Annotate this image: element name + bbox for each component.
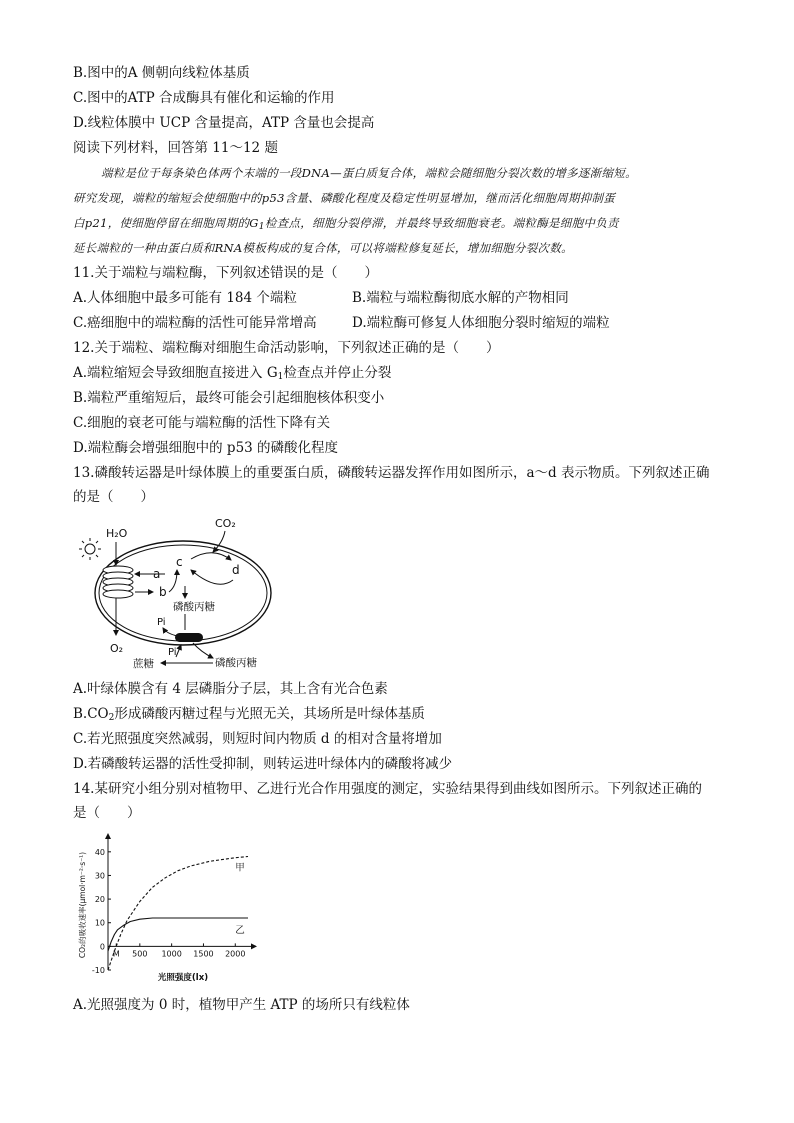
q13-option-a: A.叶绿体膜含有 4 层磷脂分子层，其上含有光合色素: [73, 681, 388, 697]
q14-stem-line-2: 是（ ）: [73, 805, 141, 821]
x-tick-label: 2000: [225, 949, 246, 959]
q11-option-c: C.癌细胞中的端粒酶的活性可能异常增高: [73, 315, 317, 331]
pi-outer-label: Pi: [168, 647, 177, 658]
q11-option-a: A.人体细胞中最多可能有 184 个端粒: [73, 290, 297, 306]
q10-option-c: C.图中的ATP 合成酶具有催化和运输的作用: [73, 90, 335, 106]
y-axis-label: CO₂的吸收速率(μmol·m⁻²·s⁻¹): [78, 851, 87, 959]
chloroplast-diagram: [73, 512, 273, 674]
x-tick-label: 500: [132, 949, 148, 959]
q10-option-b: B.图中的A 侧朝向线粒体基质: [73, 65, 250, 81]
q12-stem: 12.关于端粒、端粒酶对细胞生命活动影响，下列叙述正确的是（ ）: [73, 340, 500, 356]
q13-option-b: $B.CO_2$形成磷酸丙糖过程与光照无关，其场所是叶绿体基质: [73, 706, 425, 723]
y-tick-label: 40: [94, 847, 105, 857]
sucrose-label: 蔗糖: [133, 658, 154, 670]
x-tick-label: 1000: [161, 949, 182, 959]
y-tick-label: 10: [94, 918, 105, 928]
q13-stem-line-2: 的是（ ）: [73, 489, 154, 505]
material-line-2: 研究发现，端粒的缩短会使细胞中的p53含量、磷酸化程度及稳定性明显增加，继而活化细胞周期抑制蛋: [73, 191, 616, 205]
triose-phosphate-outer-label: 磷酸丙糖: [215, 657, 257, 669]
o2-label: O₂: [110, 642, 124, 655]
q12-option-a: A.端粒缩短会导致细胞直接进入 $G_1$检查点并停止分裂: [73, 365, 392, 382]
pi-inner-label: Pi: [157, 617, 166, 628]
thylakoid-stack: [103, 566, 133, 598]
q10-option-d: D.线粒体膜中 UCP 含量提高，ATP 含量也会提高: [73, 115, 375, 131]
h2o-label: H₂O: [106, 527, 128, 540]
x-tick-label: 1500: [193, 949, 214, 959]
label-c: c: [176, 555, 183, 569]
y-tick-label: 0: [99, 942, 105, 952]
material-line-3: 白p21，使细胞停留在细胞周期的$G_1$检查点，细胞分裂停滞，并最终导致细胞衰老。端粒酶是细胞中负责: [73, 216, 619, 232]
phosphate-translocator: [175, 633, 203, 642]
x-tick-label: M: [112, 949, 120, 959]
material-line-1: 端粒是位于每条染色体两个末端的一段DNA—蛋白质复合体，端粒会随细胞分裂次数的增多逐渐缩短。: [101, 166, 637, 180]
q12-option-b: B.端粒严重缩短后，最终可能会引起细胞核体积变小: [73, 390, 385, 406]
q11-stem: 11.关于端粒与端粒酶，下列叙述错误的是（ ）: [73, 265, 378, 281]
label-a: a: [153, 567, 161, 581]
triose-phosphate-inner-label: 磷酸丙糖: [173, 601, 215, 613]
series-label: 乙: [235, 925, 245, 936]
reading-intro: 阅读下列材料，回答第 11～12 题: [73, 140, 278, 156]
q13-option-c: C.若光照强度突然减弱，则短时间内物质 d 的相对含量将增加: [73, 731, 442, 747]
q11-option-d: D.端粒酶可修复人体细胞分裂时缩短的端粒: [352, 315, 610, 331]
material-line-4: 延长端粒的一种由蛋白质和RNA模板构成的复合体，可以将端粒修复延长，增加细胞分裂次数。: [73, 241, 573, 255]
label-d: d: [232, 563, 240, 577]
series-label: 甲: [235, 862, 245, 874]
q13-stem-line-1: 13.磷酸转运器是叶绿体膜上的重要蛋白质，磷酸转运器发挥作用如图所示，a～d 表示物质。下列叙述正确: [73, 465, 710, 481]
q11-option-b: B.端粒与端粒酶彻底水解的产物相同: [352, 290, 569, 306]
label-b: b: [159, 585, 167, 599]
y-tick-label: 30: [94, 871, 105, 881]
co2-label: CO₂: [215, 517, 236, 530]
photosynthesis-chart: [73, 828, 263, 988]
q12-option-c: C.细胞的衰老可能与端粒酶的活性下降有关: [73, 415, 331, 431]
q12-option-d: D.端粒酶会增强细胞中的 p53 的磷酸化程度: [73, 440, 339, 456]
q14-option-a: A.光照强度为 0 时，植物甲产生 ATP 的场所只有线粒体: [73, 997, 410, 1013]
q13-option-d: D.若磷酸转运器的活性受抑制，则转运进叶绿体内的磷酸将减少: [73, 756, 453, 772]
y-tick-label: 20: [94, 895, 105, 905]
x-axis-label: 光照强度(lx): [157, 973, 209, 983]
sun-icon: [79, 538, 101, 560]
y-tick-label: -10: [91, 966, 105, 975]
q14-stem-line-1: 14.某研究小组分别对植物甲、乙进行光合作用强度的测定，实验结果得到曲线如图所示。下列叙述正确的: [73, 781, 702, 797]
